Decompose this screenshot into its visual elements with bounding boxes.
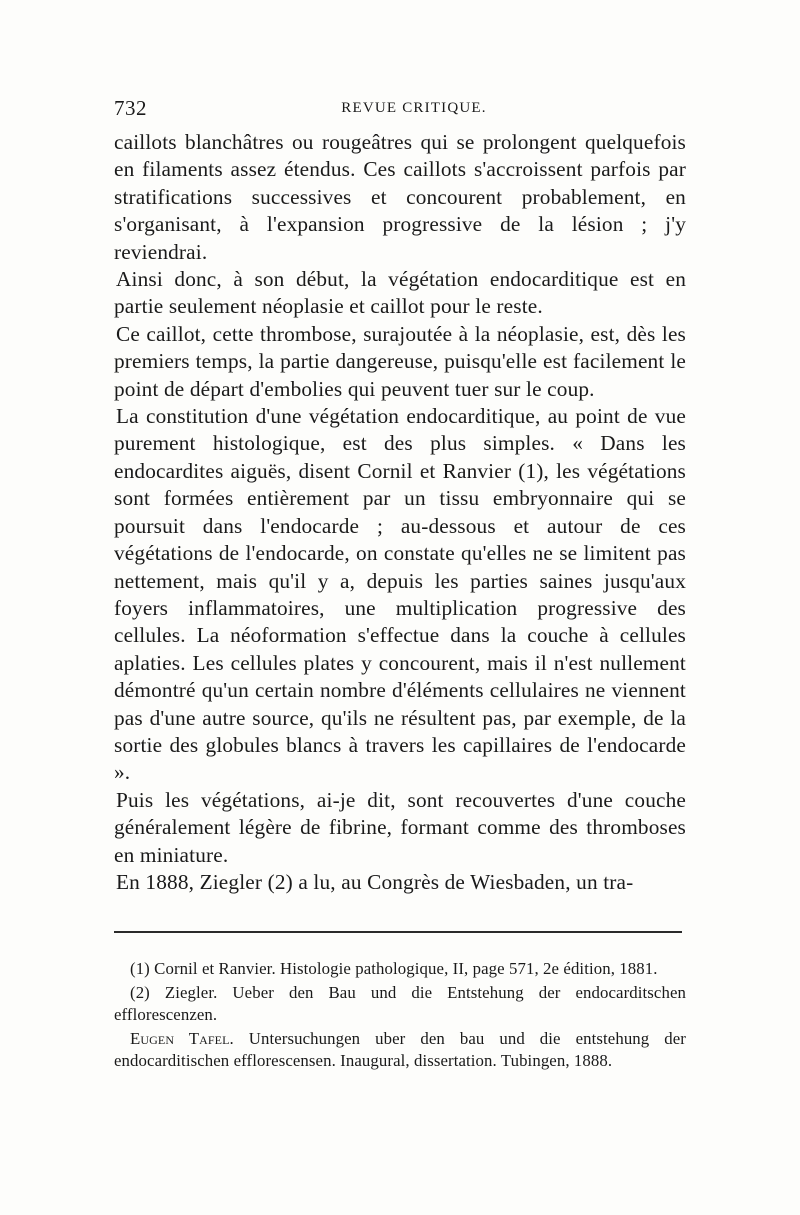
footnote-2: (2) Ziegler. Ueber den Bau und die Entstehung der endocarditschen efflorescenzen. bbox=[114, 983, 686, 1024]
footnote-3-text: Untersuchungen uber den bau und die entstehung der endocarditischen efflorescensen. Inaugural, dissertation. Tubingen, 1888. bbox=[114, 1029, 686, 1070]
footnote-divider bbox=[114, 931, 682, 933]
page-number: 732 bbox=[114, 96, 147, 120]
running-head: REVUE CRITIQUE. bbox=[341, 100, 487, 116]
paragraph-en-1888: En 1888, Ziegler (2) a lu, au Congrès de Wiesbaden, un tra- bbox=[116, 869, 634, 894]
paragraph-la-constitution: La constitution d'une végétation endocarditique, au point de vue purement histologique, est des plus simples. « Dans les endocardites aiguës, disent Cornil et Ranvier (1), les végétations sont formées entièrement par un tissu embryonnaire qui se poursuit dans l'endocarde ; au-dessous et autour de ces végétations de l'endocarde, on constate qu'elles ne se limitent pas nettement, mais qu'il y a, depuis les parties saines jusqu'aux foyers inflammatoires, une multiplication progressive des cellules. La néoformation s'effectue dans la couche à cellules aplaties. Les cellules plates y concourent, mais il n'est nullement démontré qu'un certain nombre d'éléments cellulaires ne viennent pas d'une autre source, qu'ils ne résultent pas, par exemple, de la sortie des globules blancs à travers les capillaires de l'endocarde ». bbox=[114, 404, 686, 785]
footnote-1: (1) Cornil et Ranvier. Histologie pathologique, II, page 571, 2e édition, 1881. bbox=[130, 959, 658, 978]
paragraph-ce-caillot: Ce caillot, cette thrombose, surajoutée à la néoplasie, est, dès les premiers temps, la partie dangereuse, puisqu'elle est facilement le point de départ d'embolies qui peuvent tuer sur le coup. bbox=[114, 321, 686, 401]
body-text bbox=[114, 129, 686, 896]
footnote-3 bbox=[114, 1028, 686, 1072]
paragraph-puis-les-vegetations: Puis les végétations, ai-je dit, sont recouvertes d'une couche généralement légère de fibrine, formant comme des thromboses en miniature. bbox=[114, 787, 686, 867]
paragraph-ainsi-donc: Ainsi donc, à son début, la végétation endocarditique est en partie seulement néoplasie et caillot pour le reste. bbox=[114, 267, 686, 319]
page-header bbox=[114, 96, 686, 122]
footnotes bbox=[114, 958, 686, 1074]
footnote-3-author: Eugen Tafel. bbox=[130, 1029, 234, 1048]
paragraph-continuation: caillots blanchâtres ou rougeâtres qui se prolongent quelquefois en filaments assez étendus. Ces caillots s'accroissent parfois par stratifications successives et concourent probablement, en s'organisant, à l'expansion progressive de la lésion ; j'y reviendrai. bbox=[114, 130, 686, 264]
